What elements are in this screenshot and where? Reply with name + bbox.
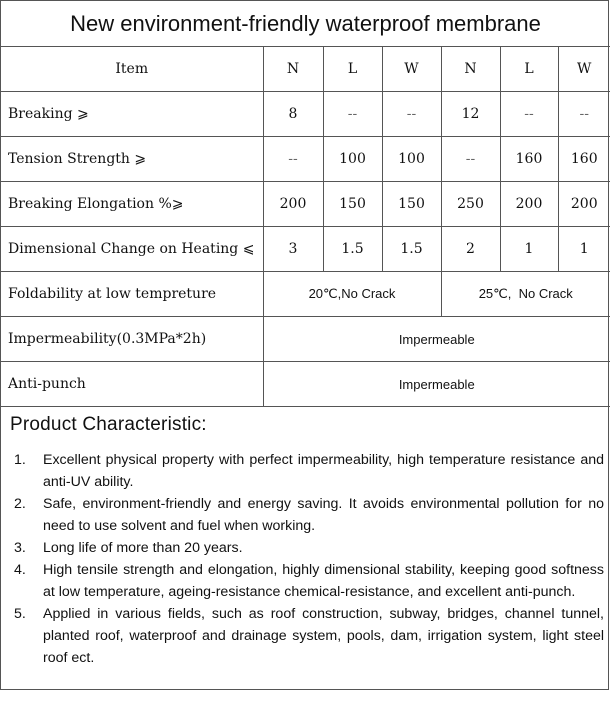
characteristics-heading: Product Characteristic: [10,414,207,435]
header-cell: L [500,47,558,92]
header-cell: N [263,47,323,92]
header-cell: W [382,47,441,92]
table-cell: -- [558,92,610,137]
item-text: Excellent physical property with perfect impermeability, high temperature resistance and anti-UV ability. [43,452,604,490]
impermeability-value: Impermeable [263,317,610,362]
table-cell: 1 [500,227,558,272]
table-cell: 3 [263,227,323,272]
spec-table [1,47,610,407]
row-label: Dimensional Change on Heating ⩽ [1,227,263,272]
table-row [1,137,610,182]
item-number: 2. [14,496,26,512]
table-row [1,182,610,227]
page-title: New environment-friendly waterproof membrane [1,1,610,47]
table-cell: 12 [441,92,500,137]
table-row [1,317,610,362]
item-text: Long life of more than 20 years. [43,540,243,556]
header-cell: W [558,47,610,92]
table-cell: 200 [500,182,558,227]
header-row [1,47,610,92]
table-cell: 250 [441,182,500,227]
header-cell: N [441,47,500,92]
table-cell: 100 [382,137,441,182]
list-item [14,537,604,559]
table-cell: 2 [441,227,500,272]
table-cell: 8 [263,92,323,137]
product-characteristics [1,404,610,690]
antipunch-value: Impermeable [263,362,610,407]
row-label: Breaking ⩾ [1,92,263,137]
list-item [14,449,604,493]
header-cell: Item [1,47,263,92]
table-row [1,92,610,137]
item-text: High tensile strength and elongation, highly dimensional stability, keeping good softness at low temperature, ageing-resistance chemical-resistance, and excellent anti-punch. [43,562,604,600]
table-cell: 160 [558,137,610,182]
table-cell: 1.5 [323,227,382,272]
table-cell: 150 [323,182,382,227]
table-row [1,227,610,272]
row-label: Breaking Elongation %⩾ [1,182,263,227]
table-row [1,272,610,317]
table-cell: -- [263,137,323,182]
row-label: Foldability at low tempreture [1,272,263,317]
table-cell: -- [500,92,558,137]
item-text: Applied in various fields, such as roof construction, subway, bridges, channel tunnel, planted roof, waterproof and drainage system, pools, dam, irrigation system, light steel roof ect. [43,606,604,666]
table-cell: 200 [263,182,323,227]
table-cell: 160 [500,137,558,182]
list-item [14,493,604,537]
item-number: 4. [14,562,26,578]
row-label: Impermeability(0.3MPa*2h) [1,317,263,362]
list-item [14,603,604,669]
table-cell: 200 [558,182,610,227]
table-cell: 100 [323,137,382,182]
table-cell: -- [382,92,441,137]
item-text: Safe, environment-friendly and energy saving. It avoids environmental pollution for no need to use solvent and fuel when working. [43,496,604,534]
foldability-left-value: 20℃,No Crack [263,272,441,317]
table-cell: 150 [382,182,441,227]
row-label: Anti-punch [1,362,263,407]
item-number: 5. [14,606,26,622]
characteristics-list [14,449,604,669]
list-item [14,559,604,603]
row-label: Tension Strength ⩾ [1,137,263,182]
table-cell: -- [441,137,500,182]
table-cell: 1 [558,227,610,272]
foldability-right-value: 25℃, No Crack [441,272,610,317]
table-cell: -- [323,92,382,137]
item-number: 3. [14,540,26,556]
table-row [1,362,610,407]
item-number: 1. [14,452,26,468]
header-cell: L [323,47,382,92]
table-cell: 1.5 [382,227,441,272]
